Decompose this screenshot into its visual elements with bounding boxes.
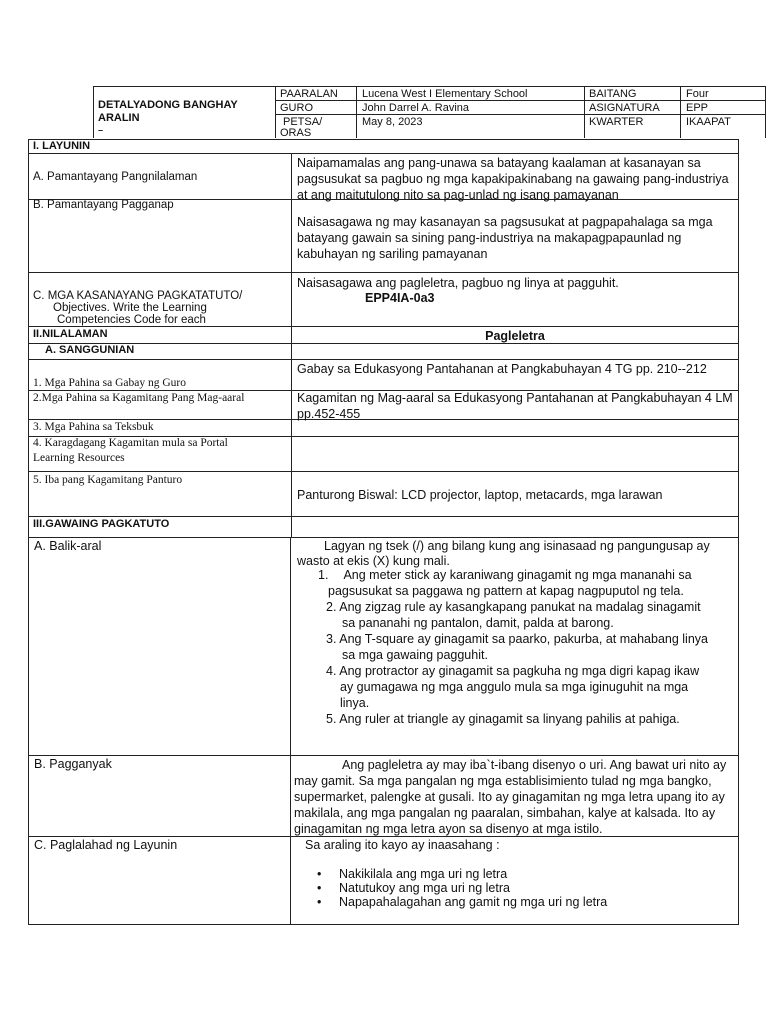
petsa-label: PETSA/ [283,116,323,128]
pamantayang-pagganap-label: B. Pamantayang Pagganap [33,199,174,211]
kasanayan-label-1: C. MGA KASANAYANG PAGKATATUTO/ [33,290,243,302]
asignatura-value: EPP [686,102,709,114]
iba-pang-kagamitan-label: 5. Iba pang Kagamitang Panturo [33,474,183,486]
list-item: • Nakikilala ang mga uri ng letra [306,867,607,881]
lesson-plan-title-2: ARALIN [98,112,140,124]
list-item: 1. Ang meter stick ay karaniwang ginagamit ng mga mananahi sa pagsusukat sa paggawa ng pattern at kapag nagpuputol ng tela. [318,568,692,598]
kwarter-value: IKAAPAT [686,116,731,128]
nilalaman-heading: II.NILALAMAN [33,328,108,340]
guro-value: John Darrel A. Ravina [362,102,469,114]
list-item: 4. Ang protractor ay ginagamit sa pagkuha ng mga digri kapag ikaw ay gumagawa ng mga anggulo mula sa mga iginuguhit na mga linya. [326,664,700,710]
petsa-value: May 8, 2023 [362,116,423,128]
portal-label-2: Learning Resources [33,452,125,464]
paglalahad-list [306,867,607,909]
paglalahad-intro: Sa araling ito kayo ay inaasahang : [305,838,500,852]
list-item: 3. Ang T-square ay ginagamit sa paarko, pakurba, at mahabang linya sa mga gawaing pagguhit. [326,632,708,662]
gawain-heading: III.GAWAING PAGKATUTO [33,518,170,530]
list-item: 5. Ang ruler at triangle ay ginagamit sa linyang pahilis at pahiga. [326,712,680,726]
competency-code: EPP4IA-0a3 [365,291,435,305]
gabay-guro-label: 1. Mga Pahina sa Gabay ng Guro [33,377,186,389]
portal-label-1: 4. Karagdagang Kagamitan mula sa Portal [33,437,228,449]
list-item: 2. Ang zigzag rule ay kasangkapang panukat na madalag sinagamit sa pananahi ng pantalon, damit, palda at barong. [326,600,701,630]
list-item: • Natutukoy ang mga uri ng letra [306,881,607,895]
pamantayang-pangnilalaman-value: Naipamamalas ang pang-unawa sa batayang kaalaman at kasanayan sa pagsusukat sa pagbuo ng mga kapakipakinabang na gawaing pang-industriya at ang maitutulong nito sa pag-unlad ng isang pamayanan [297,156,729,202]
guro-label: GURO [280,102,313,114]
kasanayan-label-3: Competencies Code for each [57,314,206,326]
baitang-value: Four [686,88,709,100]
lesson-plan-title: DETALYADONG BANGHAY [98,99,238,111]
kagamitan-mag-aaral-label: 2.Mga Pahina sa Kagamitang Pang Mag-aaral [33,392,245,404]
paaralan-value: Lucena West I Elementary School [362,88,528,100]
pamantayang-pangnilalaman-label: A. Pamantayang Pangnilalaman [33,171,198,183]
balik-aral-label: A. Balik-aral [34,539,102,553]
baitang-label: BAITANG [589,88,637,100]
list-item: • Napapahalagahan ang gamit ng mga uri ng letra [306,895,607,909]
layunin-heading: I. LAYUNIN [33,140,91,152]
gabay-guro-value: Gabay sa Edukasyong Pantahanan at Pangkabuhayan 4 TG pp. 210--212 [297,362,707,376]
kasanayan-label-2: Objectives. Write the Learning [53,302,207,314]
pagganyak-label: B. Pagganyak [34,757,112,771]
paglalahad-label: C. Paglalahad ng Layunin [34,838,178,852]
balik-aral-intro: Lagyan ng tsek (/) ang bilang kung ang isinasaad ng pangungusap ay wasto at ekis (X) kung mali. [297,539,710,568]
teksbuk-label: 3. Mga Pahina sa Teksbuk [33,421,154,433]
asignatura-label: ASIGNATURA [589,102,660,114]
iba-pang-kagamitan-value: Panturong Biswal: LCD projector, laptop, metacards, mga larawan [297,488,663,502]
paaralan-label: PAARALAN [280,88,338,100]
pagganyak-value: Ang pagleletra ay may iba`t-ibang disenyo o uri. Ang bawat uri nito ay may gamit. Sa mga pangalan ng mga establisimiento tulad ng mga bangko, supermarket, palengke at gusali. Ito ay ginagamitan ng mga letra upang ito ay makilala, ang mga pangalan ng paaralan, simbahan, kalye at kalsada. Ito ay ginagamitan ng mga letra ayon sa disenyo at mga istilo. [294,758,727,836]
kwarter-label: KWARTER [589,116,644,128]
oras-label: ORAS [280,127,312,139]
pamantayang-pagganap-value: Naisasagawa ng may kasanayan sa pagsusukat at pagpapahalaga sa mga batayang gawain sa sining pang-industriya na makapagpapaunlad ng kabuhayan ng sariling pamayanan [297,215,713,261]
sanggunian-heading: A. SANGGUNIAN [45,344,135,356]
kasanayan-value: Naisasagawa ang pagleletra, pagbuo ng linya at pagguhit. [297,276,619,290]
title-dash: – [98,125,104,135]
kagamitan-mag-aaral-value: Kagamitan ng Mag-aaral sa Edukasyong Pantahanan at Pangkabuhayan 4 LM pp.452-455 [297,391,733,421]
nilalaman-value: Pagleletra [485,329,545,343]
